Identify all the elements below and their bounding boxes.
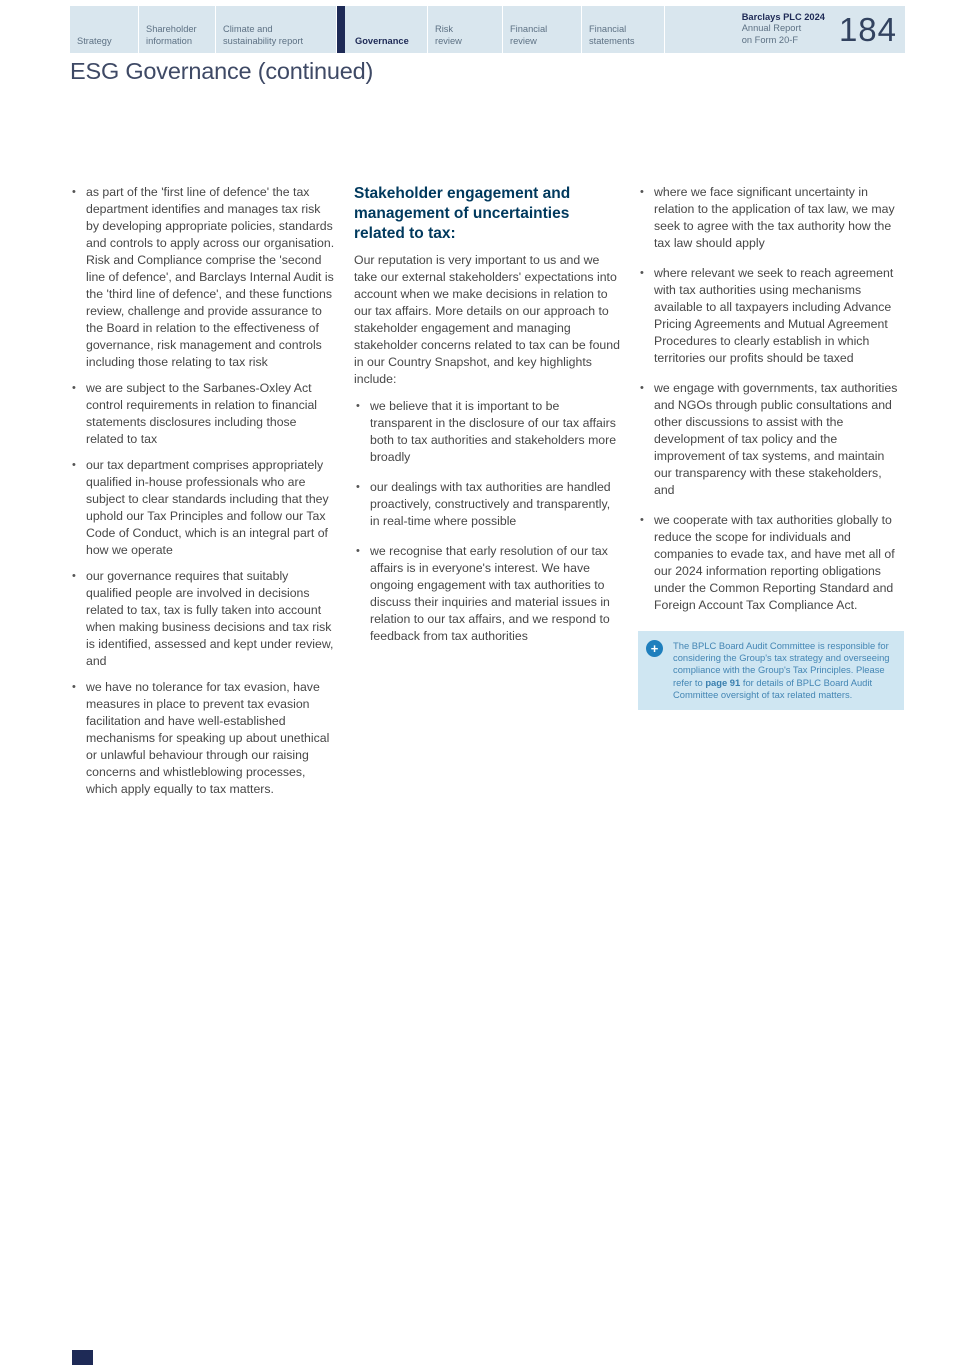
tab-financial-review[interactable] bbox=[503, 6, 581, 53]
tab-financial-statements[interactable] bbox=[582, 6, 664, 53]
tab-risk-review[interactable] bbox=[428, 6, 502, 53]
bullet-item: • we believe that it is important to be transparent in the disclosure of our tax affairs both to tax authorities and stakeholders more broadly bbox=[354, 398, 620, 466]
report-identity-block bbox=[665, 6, 905, 53]
top-navigation bbox=[70, 6, 905, 53]
bullet-item: • we cooperate with tax authorities globally to reduce the scope for individuals and companies to evade tax, and have met all of our 2024 information reporting obligations under the Common Reporting Standard and Foreign Account Tax Compliance Act. bbox=[638, 512, 904, 614]
tab-label: Climate and sustainability report bbox=[223, 24, 304, 46]
bullet-item: • where relevant we seek to reach agreement with tax authorities using mechanisms available to all taxpayers including Advance Pricing Agreements and Mutual Agreement Procedures to clearly establish in which territories our profits should be taxed bbox=[638, 265, 904, 367]
page-91-link[interactable]: page 91 bbox=[705, 676, 741, 688]
bullet-item: • our tax department comprises appropriately qualified in-house professionals who are subject to clear standards including that they uphold our Tax Principles and follow our Tax Code of Conduct, which is an integral part of how we operate bbox=[70, 457, 336, 559]
report-title: Barclays PLC 2024 bbox=[741, 11, 825, 22]
report-identity-lines bbox=[742, 12, 825, 47]
tab-label: Financial review bbox=[510, 24, 548, 46]
tab-governance[interactable] bbox=[337, 6, 427, 53]
plus-icon: + bbox=[646, 640, 663, 657]
tab-shareholder-information[interactable] bbox=[139, 6, 215, 53]
page-number: 184 bbox=[838, 10, 897, 48]
report-subtitle-line2: on Form 20-F bbox=[741, 34, 799, 45]
bullet-item: • we have no tolerance for tax evasion, have measures in place to prevent tax evasion facilitation and have well-established mechanisms for speaking up about unethical or unlawful behaviour through our raising concerns and whistleblowing processes, which apply equally to tax matters. bbox=[70, 679, 336, 798]
bullet-list-col3 bbox=[638, 184, 904, 614]
footer-page-tab bbox=[72, 1350, 93, 1365]
tab-label: Shareholder information bbox=[146, 24, 197, 46]
column-3 bbox=[638, 184, 904, 798]
bullet-list-col1 bbox=[70, 184, 336, 798]
report-subtitle-line1: Annual Report bbox=[741, 23, 802, 34]
page-title: ESG Governance (continued) bbox=[70, 58, 374, 84]
tab-label: Governance bbox=[355, 35, 409, 46]
section-heading: Stakeholder engagement and management of uncertainties related to tax: bbox=[354, 185, 571, 242]
tab-strategy[interactable] bbox=[70, 6, 138, 53]
callout-text: The BPLC Board Audit Committee is responsible for considering the Group's tax strategy and overseeing compliance with the Group's Tax Principles. Please refer to bbox=[673, 640, 890, 688]
section-intro: Our reputation is very important to us and we take our external stakeholders' expectations into account when we make decisions in relation to our tax affairs. More details on our approach to stakeholder engagement and managing stakeholder concerns related to tax can be found in our Country Snapshot, and key highlights include: bbox=[354, 253, 620, 386]
content-columns bbox=[70, 184, 905, 798]
tab-label: Strategy bbox=[77, 35, 112, 46]
bullet-item: • we are subject to the Sarbanes-Oxley Act control requirements in relation to financial statements disclosures including those related to tax bbox=[70, 380, 336, 448]
column-1 bbox=[70, 184, 336, 798]
bullet-item: • we recognise that early resolution of our tax affairs is in everyone's interest. We have ongoing engagement with tax authorities to discuss their inquiries and material issues in relation to our tax affairs, and we respond to feedback from tax authorities bbox=[354, 543, 620, 645]
column-2 bbox=[354, 184, 620, 798]
bullet-item: • as part of the 'first line of defence' the tax department identifies and manages tax risk by developing appropriate policies, standards and controls to apply across our organisation. Risk and Compliance comprise the 'second line of defence', and Barclays Internal Audit is the 'third line of defence', and these functions review, challenge and provide assurance to the Board in relation to the effectiveness of governance, risk management and controls including those relating to tax risk bbox=[70, 184, 336, 371]
bullet-list-col2 bbox=[354, 398, 620, 645]
bullet-item: • our governance requires that suitably qualified people are involved in decisions related to tax, tax is fully taken into account when making business decisions and tax risk is identified, assessed and kept under review, and bbox=[70, 568, 336, 670]
callout-text: for details of BPLC Board Audit Committee oversight of tax related matters. bbox=[673, 676, 873, 700]
bullet-item: • our dealings with tax authorities are handled proactively, constructively and transparently, in real-time where possible bbox=[354, 479, 620, 530]
bullet-item: • we engage with governments, tax authorities and NGOs through public consultations and other discussions to assist with the development of tax policy and the improvement of tax systems, and maintain our transparency with these stakeholders, and bbox=[638, 380, 904, 499]
bullet-item: • where we face significant uncertainty in relation to the application of tax law, we may seek to agree with the tax authority how the tax law should apply bbox=[638, 184, 904, 252]
callout-box bbox=[638, 631, 904, 710]
tab-label: Risk review bbox=[435, 24, 462, 46]
tab-label: Financial statements bbox=[589, 24, 635, 46]
tab-climate-sustainability-report[interactable] bbox=[216, 6, 336, 53]
